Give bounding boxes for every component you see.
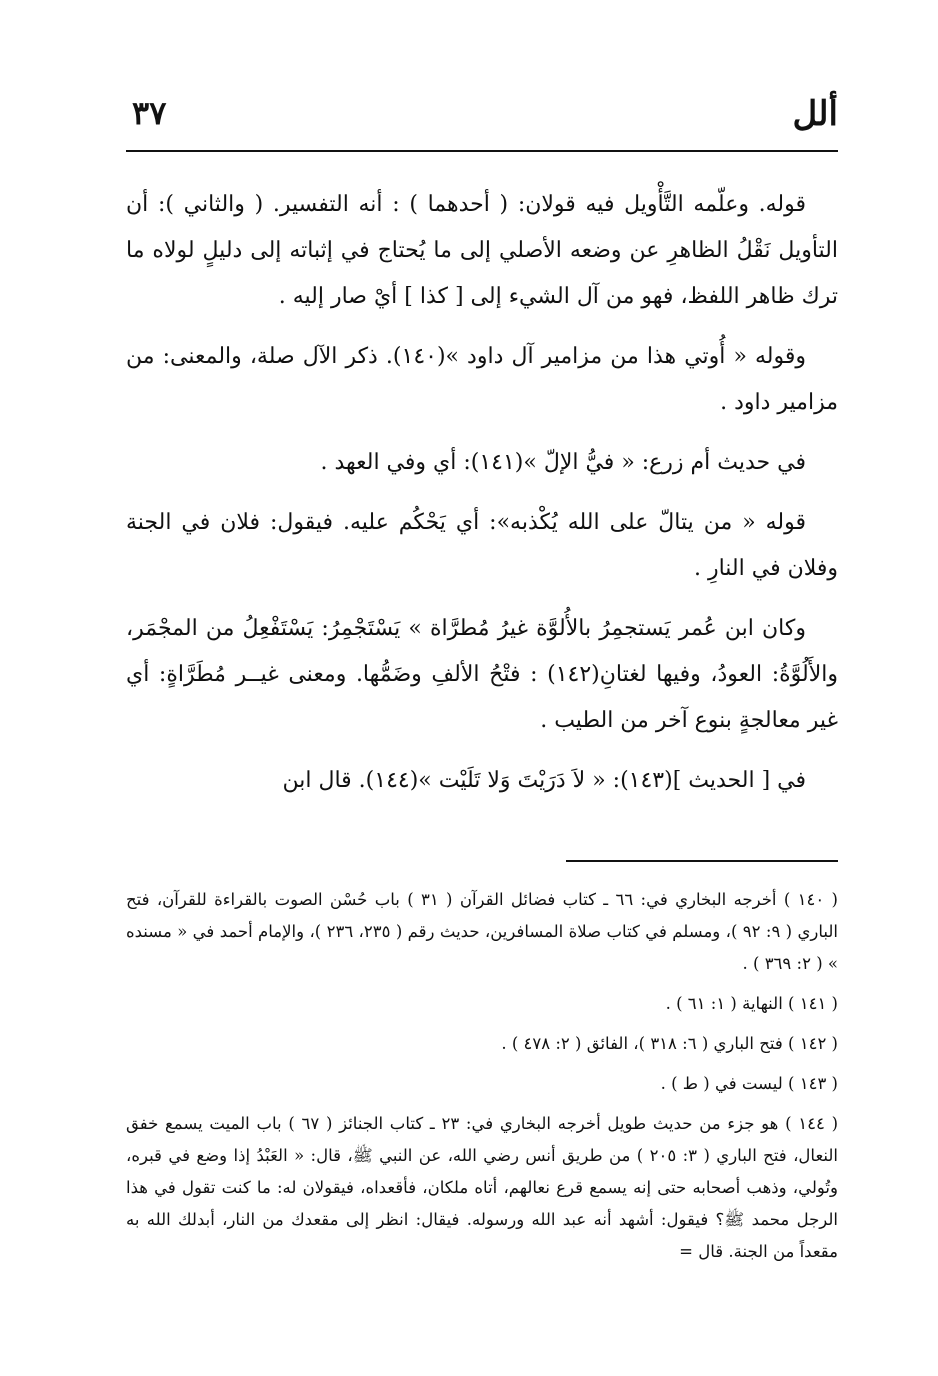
footnotes <box>126 884 838 1276</box>
paragraph: وقوله « أُوتي هذا من مزامير آل داود »(١٤٠). ذكر الآل صلة، والمعنى: من مزامير داود . <box>126 344 838 415</box>
footnote: ( ١٤٣ ) ليست في ( ط ) . <box>660 1074 838 1093</box>
footnote: ( ١٤٤ ) هو جزء من حديث طويل أخرجه البخاري في: ٢٣ ـ كتاب الجنائز ( ٦٧ ) باب الميت يسمع خفق النعال، فتح الباري ( ٣: ٢٠٥ ) من طريق أنس رضي الله، عن النبي ﷺ، قال: « العَبْدُ إذا وضع في قبره، وتُولي، وذهب أصحابه حتى إنه يسمع قرع نعالهم، أتاه ملكان، فأقعداه، فيقولان له: ما كنت تقول في هذا الرجل محمد ﷺ؟ فيقول: أشهد أنه عبد الله ورسوله. فيقال: انظر إلى مقعدك من النار، أبدلك الله به مقعداً من الجنة. قال = <box>126 1114 839 1261</box>
page-header <box>126 88 838 148</box>
footnote: ( ١٤٢ ) فتح الباري ( ٦: ٣١٨ )، الفائق ( ٢: ٤٧٨ ) . <box>501 1034 838 1053</box>
paragraph: وكان ابن عُمر يَستجمِرُ بالأُلوَّة غيرُ مُطرَّاة » يَسْتَجْمِرُ: يَسْتَفْعِلُ من المجْمَر، والأَلُوَّةُ: العودُ، وفيها لغتانِ(١٤٢) : فتْحُ الألفِ وضَمُّها. ومعنى غيــر مُطَرَّاةٍ: أي غير معالجةٍ بنوع آخر من الطيب . <box>126 616 838 733</box>
page-number: ٣٧ <box>132 94 167 132</box>
main-text <box>126 182 838 818</box>
chapter-heading: ألل <box>792 94 838 134</box>
footnote: ( ١٤٠ ) أخرجه البخاري في: ٦٦ ـ كتاب فضائل القرآن ( ٣١ ) باب حُسْن الصوت بالقراءة للقرآن، فتح الباري ( ٩: ٩٢ )، ومسلم في كتاب صلاة المسافرين، حديث رقم ( ٢٣٥، ٢٣٦ )، والإمام أحمد في « مسنده » ( ٢: ٣٦٩ ) . <box>126 890 838 973</box>
paragraph: قوله « من يتالّ على الله يُكْذبه»: أي يَحْكُم عليه. فيقول: فلان في الجنة وفلان في النارِ . <box>126 510 838 581</box>
footnote: ( ١٤١ ) النهاية ( ١: ٦١ ) . <box>665 994 838 1013</box>
paragraph: في حديث أم زرع: « فيُّ الإلّ »(١٤١): أي وفي العهد . <box>320 450 806 475</box>
header-rule <box>126 150 838 152</box>
paragraph: قوله. وعلّمه التَّأْويل فيه قولان: ( أحدهما ) : أنه التفسير. ( والثاني ): أن التأويل نَقْلُ الظاهرِ عن وضعه الأصلي إلى ما يُحتاج في إثباته إلى دليلٍ لولاه ما ترك ظاهر اللفظ، فهو من آل الشيء إلى [ كذا ] أيْ صار إليه . <box>126 192 838 309</box>
paragraph: في [ الحديث ](١٤٣): « لاَ دَرَيْتَ وَلا تَلَيْت »(١٤٤). قال ابن <box>282 768 806 793</box>
footnote-separator <box>566 860 838 862</box>
